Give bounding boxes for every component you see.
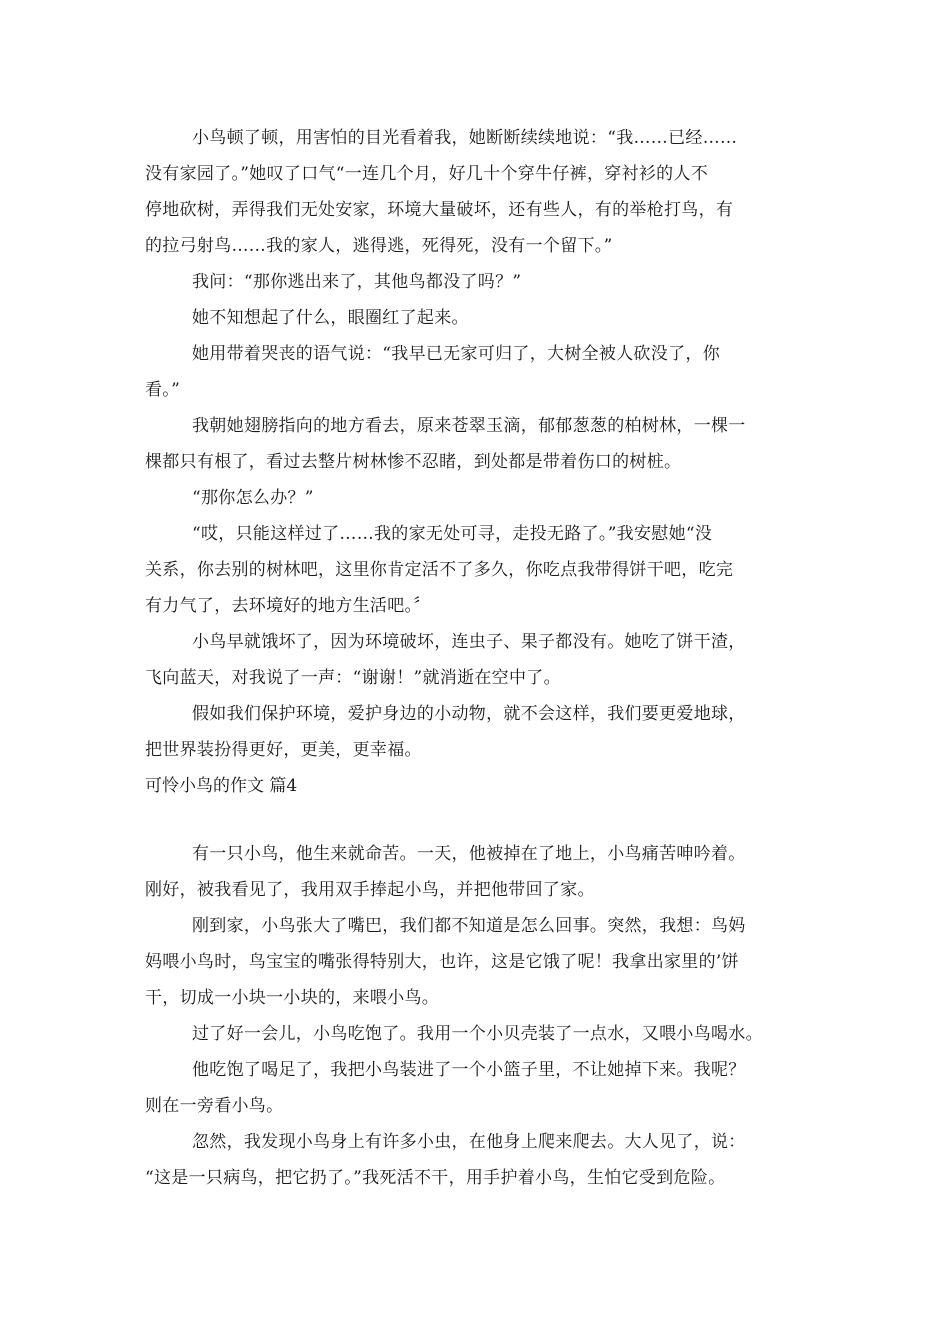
paragraph-line: 过了好一会儿，小鸟吃饱了。我用一个小贝壳装了一点水，又喂小鸟喝水。 bbox=[192, 1024, 763, 1044]
paragraph-line: 则在一旁看小鸟。 bbox=[145, 1096, 284, 1116]
paragraph-line: 我问：“那你逃出来了，其他鸟都没了吗？” bbox=[192, 272, 522, 292]
paragraph-line: 的拉弓射鸟……我的家人，逃得逃，死得死，没有一个留下。” bbox=[145, 236, 613, 256]
paragraph-line: 飞向蓝天，对我说了一声：“谢谢！”就消逝在空中了。 bbox=[145, 668, 561, 688]
paragraph-line: 他吃饱了喝足了，我把小鸟装进了一个小篮子里，不让她掉下来。我呢？ bbox=[192, 1060, 746, 1080]
paragraph-line: 她用带着哭丧的语气说：“我早已无家可归了，大树全被人砍没了，你 bbox=[192, 344, 720, 364]
paragraph-line: 棵都只有根了，看过去整片树林惨不忍睹，到处都是带着伤口的树桩。 bbox=[145, 452, 682, 472]
paragraph-line: 没有家园了。”她叹了口气“一连几个月，好几十个穿牛仔裤，穿衬衫的人不 bbox=[145, 164, 709, 184]
paragraph-line: “那你怎么办？” bbox=[192, 488, 314, 508]
paragraph-line: 关系，你去别的树林吧，这里你肯定活不了多久，你吃点我带得饼干吧，吃完 bbox=[145, 560, 734, 580]
section-title: 可怜小鸟的作文 篇4 bbox=[145, 776, 298, 796]
paragraph-line: 小鸟顿了顿，用害怕的目光看着我，她断断续续地说：“我……已经…… bbox=[192, 128, 738, 148]
paragraph-line: 有力气了，去环境好的地方生活吧。〞 bbox=[145, 596, 431, 616]
paragraph-line: 把世界装扮得更好，更美，更幸福。 bbox=[145, 740, 422, 760]
paragraph-line: 假如我们保护环境，爱护身边的小动物，就不会这样，我们要更爱地球， bbox=[192, 704, 746, 724]
paragraph-line: 她不知想起了什么，眼圈红了起来。 bbox=[192, 308, 469, 328]
paragraph-line: 小鸟早就饿坏了，因为环境破坏，连虫子、果子都没有。她吃了饼干渣， bbox=[192, 632, 746, 652]
paragraph-line: 刚到家，小鸟张大了嘴巴，我们都不知道是怎么回事。突然，我想：鸟妈 bbox=[192, 916, 746, 936]
paragraph-line: “这是一只病鸟，把它扔了。”我死活不干，用手护着小鸟，生怕它受到危险。 bbox=[145, 1168, 726, 1188]
paragraph-line: 看。” bbox=[145, 380, 181, 400]
paragraph-line: 有一只小鸟，他生来就命苦。一天，他被掉在了地上，小鸟痛苦呻吟着。 bbox=[192, 844, 746, 864]
paragraph-line: “哎，只能这样过了……我的家无处可寻，走投无路了。”我安慰她“没 bbox=[192, 524, 713, 544]
paragraph-line: 我朝她翅膀指向的地方看去，原来苍翠玉滴，郁郁葱葱的柏树林，一棵一 bbox=[192, 416, 746, 436]
paragraph-line: 忽然，我发现小鸟身上有许多小虫，在他身上爬来爬去。大人见了，说： bbox=[192, 1132, 746, 1152]
paragraph-line: 刚好，被我看见了，我用双手捧起小鸟，并把他带回了家。 bbox=[145, 880, 595, 900]
paragraph-line: 干，切成一小块一小块的，来喂小鸟。 bbox=[145, 988, 440, 1008]
paragraph-line: 停地砍树，弄得我们无处安家，环境大量破坏，还有些人，有的举枪打鸟，有 bbox=[145, 200, 734, 220]
paragraph-line: 妈喂小鸟时，鸟宝宝的嘴张得特别大，也许，这是它饿了呢！我拿出家里的’饼 bbox=[145, 952, 739, 972]
